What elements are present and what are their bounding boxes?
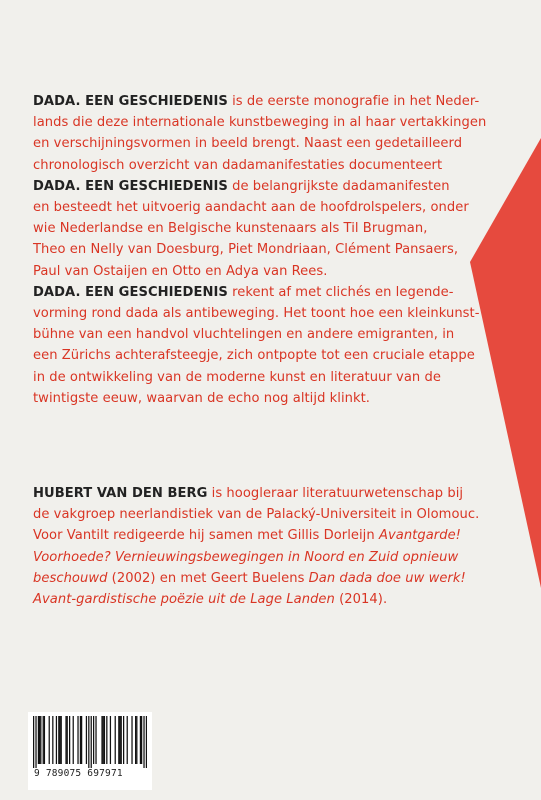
text-segment: is hoogleraar literatuurwetenschap bij	[207, 486, 464, 501]
barcode-bar	[135, 716, 136, 764]
text-line	[33, 525, 513, 546]
barcode-bar	[101, 716, 102, 764]
text-segment: bühne van een handvol vluchtelingen en andere emigranten, in	[33, 327, 455, 343]
text-segment: en besteedt het uitvoerig aandacht aan de hoofdrolspelers, onder	[33, 200, 469, 216]
barcode-bar	[103, 716, 104, 764]
text-segment: Paul van Ostaijen en Otto en Adya van Rees.	[33, 263, 328, 279]
barcode-bar	[136, 716, 137, 764]
text-segment: (2014).	[334, 592, 388, 608]
text-segment: in de ontwikkeling van de moderne kunst en literatuur van de	[33, 369, 441, 385]
text-line	[33, 547, 513, 568]
text-line	[33, 303, 513, 324]
text-line	[33, 176, 513, 197]
barcode-bar	[141, 716, 142, 764]
text-segment: de belangrijkste dadamanifesten	[227, 178, 450, 194]
barcode-bar	[118, 716, 119, 764]
barcode-bar	[131, 716, 132, 764]
barcode-bars	[33, 716, 147, 768]
text-line	[33, 483, 513, 504]
text-line	[33, 239, 513, 260]
barcode-bar	[69, 716, 70, 764]
barcode-bar	[115, 716, 116, 764]
text-segment: wie Nederlandse en Belgische kunstenaars als Til Brugman,	[33, 221, 428, 237]
text-segment: en verschijningsvormen in beeld brengt. Naast een gedetailleerd	[33, 136, 463, 152]
isbn-number: 9 789075 697971	[34, 768, 123, 779]
barcode-bar	[77, 716, 78, 764]
italic-title: Dan dada doe uw werk!	[308, 570, 466, 586]
barcode-bar	[110, 716, 111, 764]
barcode-bar	[143, 716, 144, 768]
text-line	[33, 367, 513, 388]
italic-title: Avant-gardistische poëzie uit de Lage Landen	[33, 592, 335, 608]
text-line	[33, 504, 513, 525]
barcode-bar	[119, 716, 120, 764]
barcode-bar	[44, 716, 45, 764]
barcode-bar	[39, 716, 40, 764]
text-line	[33, 261, 513, 282]
text-segment: lands die deze internationale kunstbeweging in al haar vertakkingen	[33, 115, 487, 131]
barcode-bar	[40, 716, 41, 764]
barcode-bar	[91, 716, 92, 768]
barcode-bar	[127, 716, 128, 764]
title-emphasis: DADA. EEN GESCHIEDENIS	[33, 178, 228, 194]
barcode-bar	[65, 716, 66, 764]
text-segment: (2002) en met Geert Buelens	[107, 570, 309, 586]
text-segment: is de eerste monografie in het Neder-	[227, 94, 480, 109]
text-line	[33, 133, 513, 154]
text-line	[33, 91, 513, 112]
text-segment: vorming rond dada als antibeweging. Het toont hoe een kleinkunst-	[33, 306, 480, 322]
barcode-bar	[123, 716, 124, 764]
text-line	[33, 324, 513, 345]
italic-title: Voorhoede? Vernieuwingsbewegingen in Noord en Zuid opnieuw	[33, 549, 459, 565]
barcode-bar	[61, 716, 62, 764]
text-line	[33, 568, 513, 589]
text-segment: Theo en Nelly van Doesburg, Piet Mondriaan, Clément Pansaers,	[33, 242, 459, 258]
text-line	[33, 589, 513, 610]
barcode-bar	[106, 716, 107, 764]
text-line	[33, 218, 513, 239]
italic-title: beschouwd	[33, 570, 108, 586]
title-emphasis: DADA. EEN GESCHIEDENIS	[33, 284, 228, 300]
barcode-bar	[56, 716, 57, 764]
barcode-bar	[93, 716, 94, 764]
barcode-bar	[38, 716, 39, 764]
isbn-barcode	[28, 712, 152, 790]
text-line	[33, 388, 513, 409]
barcode-bar	[33, 716, 34, 768]
barcode-bar	[140, 716, 141, 764]
text-line	[33, 197, 513, 218]
text-segment: Voor Vantilt redigeerde hij samen met Gillis Dorleijn	[33, 528, 379, 544]
barcode-bar	[121, 716, 122, 764]
barcode-bar	[67, 716, 68, 764]
italic-title: Avantgarde!	[378, 528, 461, 544]
barcode-bar	[35, 716, 36, 768]
text-line	[33, 112, 513, 133]
barcode-bar	[81, 716, 82, 764]
book-description	[33, 91, 513, 409]
barcode-bar	[86, 716, 87, 764]
barcode-bar	[73, 716, 74, 764]
barcode-bar	[146, 716, 147, 768]
barcode-bar	[52, 716, 53, 764]
text-line	[33, 155, 513, 176]
barcode-bar	[59, 716, 60, 764]
barcode-bar	[80, 716, 81, 764]
text-segment: twintigste eeuw, waarvan de echo nog altijd klinkt.	[33, 390, 371, 406]
title-emphasis: DADA. EEN GESCHIEDENIS	[33, 94, 228, 109]
title-emphasis: HUBERT VAN DEN BERG	[33, 486, 208, 501]
text-segment: rekent af met clichés en legende-	[227, 284, 454, 300]
barcode-bar	[95, 716, 96, 764]
text-line	[33, 345, 513, 366]
barcode-bar	[43, 716, 44, 764]
text-segment: een Zürichs achterafsteegje, zich ontpopte tot een cruciale etappe	[33, 348, 475, 364]
barcode-bar	[88, 716, 89, 768]
text-line	[33, 282, 513, 303]
barcode-bar	[49, 716, 50, 764]
text-segment: de vakgroep neerlandistiek van de Palacký-Universiteit in Olomouc.	[33, 507, 480, 523]
barcode-bar	[104, 716, 105, 764]
barcode-bar	[58, 716, 59, 764]
author-bio	[33, 483, 513, 610]
text-segment: chronologisch overzicht van dadamanifestaties documenteert	[33, 157, 443, 173]
